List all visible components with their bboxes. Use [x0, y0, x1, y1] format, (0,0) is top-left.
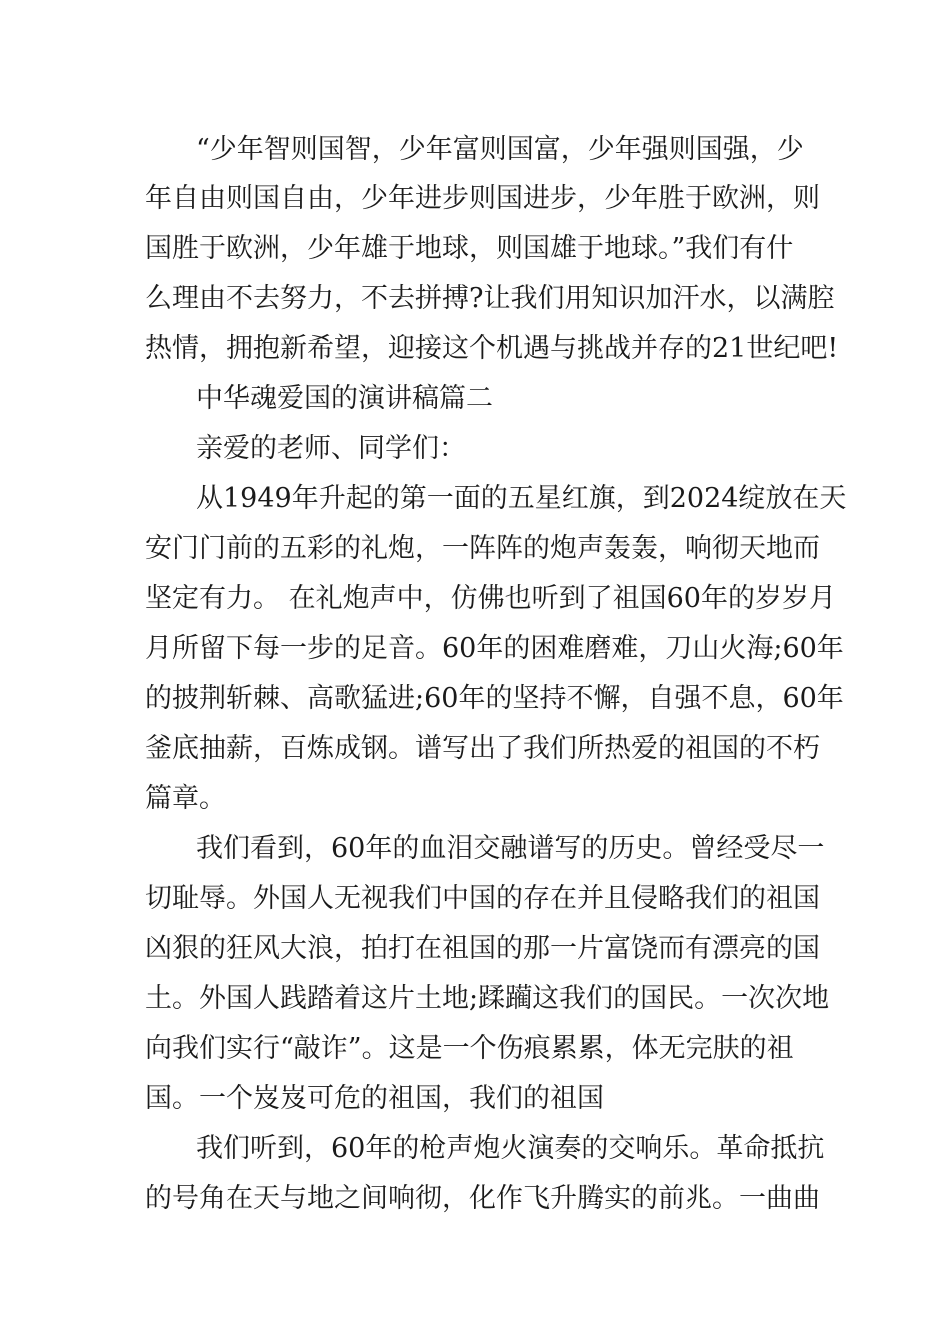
text-line: 的号角在天与地之间响彻，化作飞升腾实的前兆。一曲曲: [145, 1183, 820, 1214]
salutation: 亲爱的老师、同学们：: [196, 433, 466, 464]
text-line: 篇章。: [145, 783, 226, 814]
text-line: 的披荆斩棘、高歌猛进;60年的坚持不懈，自强不息，60年: [145, 683, 844, 714]
text-line: 国胜于欧洲，少年雄于地球，则国雄于地球。”我们有什: [145, 233, 794, 264]
section-heading: 中华魂爱国的演讲稿篇二: [196, 383, 493, 414]
text-line: 么理由不去努力，不去拼搏?让我们用知识加汗水，以满腔: [145, 283, 835, 314]
text-line: 凶狠的狂风大浪，拍打在祖国的那一片富饶而有漂亮的国: [145, 933, 820, 964]
text-line: 月所留下每一步的足音。60年的困难磨难，刀山火海;60年: [145, 633, 844, 664]
text-line: 土。外国人践踏着这片土地;蹂躏这我们的国民。一次次地: [145, 983, 830, 1014]
text-line: 年自由则国自由，少年进步则国进步，少年胜于欧洲，则: [145, 183, 820, 214]
text-line: 我们看到，60年的血泪交融谱写的历史。曾经受尽一: [196, 833, 825, 864]
text-line: 从1949年升起的第一面的五星红旗，到2024绽放在天: [196, 483, 847, 514]
text-line: 向我们实行“敲诈”。这是一个伤痕累累，体无完肤的祖: [145, 1033, 794, 1064]
text-line: 热情，拥抱新希望，迎接这个机遇与挑战并存的21世纪吧!: [145, 333, 839, 364]
text-line: 坚定有力。 在礼炮声中，仿佛也听到了祖国60年的岁岁月: [145, 583, 836, 614]
text-line: 我们听到，60年的枪声炮火演奏的交响乐。革命抵抗: [196, 1133, 825, 1164]
text-line: “少年智则国智，少年富则国富，少年强则国强，少: [196, 134, 804, 165]
text-line: 切耻辱。外国人无视我们中国的存在并且侵略我们的祖国: [145, 883, 820, 914]
text-line: 釜底抽薪，百炼成钢。谱写出了我们所热爱的祖国的不朽: [145, 733, 820, 764]
text-line: 国。一个岌岌可危的祖国，我们的祖国: [145, 1083, 604, 1114]
text-line: 安门门前的五彩的礼炮，一阵阵的炮声轰轰，响彻天地而: [145, 533, 820, 564]
